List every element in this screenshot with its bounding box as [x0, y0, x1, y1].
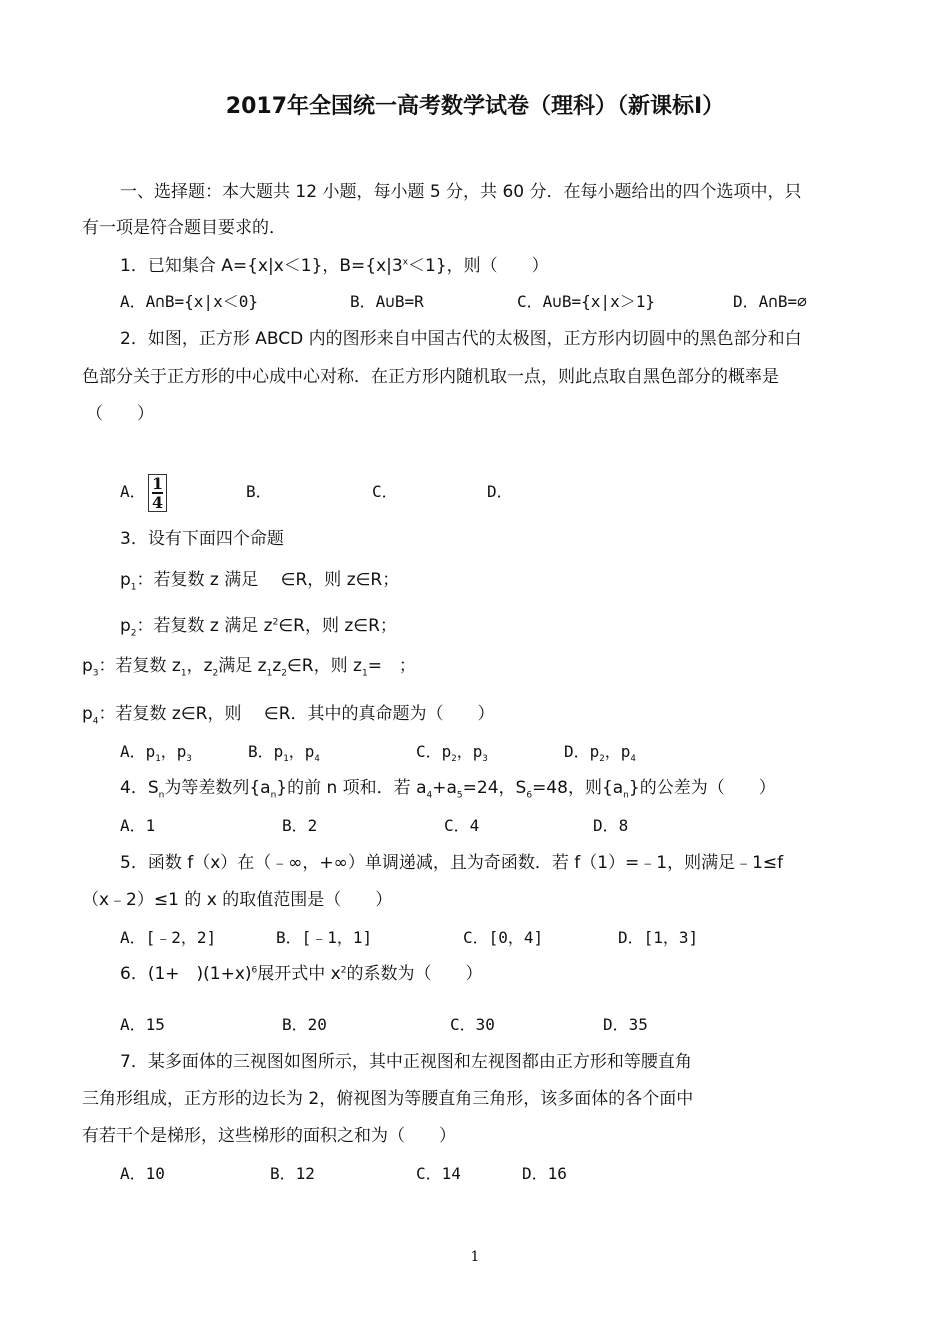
- q7-option-a: A．10: [120, 1164, 165, 1183]
- q1-option-b: B．A∪B=R: [350, 292, 424, 311]
- q3-option-c: C．$p_2$，$p_3$: [416, 742, 488, 765]
- q5-option-d: D．[1，3]: [618, 928, 699, 947]
- q7-option-b: B．12: [270, 1164, 315, 1183]
- question-2-line3: （ ）: [86, 404, 154, 424]
- q2-option-b: B．: [246, 482, 272, 501]
- q2-option-c: C．: [372, 482, 398, 501]
- q3-option-a: A．$p_1$，$p_3$: [120, 742, 192, 765]
- question-4-stem: 4．$S_n$为等差数列$\{a_n\}$的前 n 项和．若 $a_4+a_5=24$，$S_6=48$，则$\{a_n\}$的公差为（ ）: [120, 778, 776, 801]
- question-5-line1: 5．函数 f（x）在（﹣∞，+∞）单调递减，且为奇函数．若 f（1）=﹣1，则满足﹣1≤f: [120, 853, 784, 873]
- q6-option-a: A．15: [120, 1015, 165, 1034]
- q4-option-c: C．4: [444, 816, 480, 835]
- question-7-line1: 7．某多面体的三视图如图所示，其中正视图和左视图都由正方形和等腰直角: [120, 1052, 692, 1072]
- q6-option-c: C．30: [450, 1015, 495, 1034]
- q1-option-c: C．A∪B={x|x＞1}: [517, 292, 655, 311]
- question-2-line2: 色部分关于正方形的中心成中心对称．在正方形内随机取一点，则此点取自黑色部分的概率是: [82, 367, 779, 387]
- q3-option-b: B．$p_1$，$p_4$: [248, 742, 320, 765]
- q1-option-d: D．A∩B=∅: [733, 292, 807, 311]
- q4-option-a: A．1: [120, 816, 156, 835]
- question-3-stem: 3．设有下面四个命题: [120, 529, 284, 549]
- q1-option-a: A．A∩B={x|x＜0}: [120, 292, 258, 311]
- q5-option-b: B．[﹣1，1]: [276, 928, 373, 947]
- section-intro-line1: 一、选择题：本大题共 12 小题，每小题 5 分，共 60 分．在每小题给出的四个选项中，只: [120, 182, 802, 202]
- page-number: 1: [470, 1249, 480, 1265]
- q2-option-a: A．: [120, 482, 146, 501]
- question-2-line1: 2．如图，正方形 ABCD 内的图形来自中国古代的太极图，正方形内切圆中的黑色部分和白: [120, 329, 802, 349]
- question-6-stem: 6．(1+ )$(1+x)^6$展开式中 $x^2$的系数为（ ）: [120, 964, 483, 984]
- page-title: 2017年全国统一高考数学试卷（理科）（新课标Ⅰ）: [225, 94, 725, 119]
- question-7-line3: 有若干个是梯形，这些梯形的面积之和为（ ）: [82, 1126, 456, 1146]
- proposition-p1: $p_1$：若复数 z 满足 ∈R，则 z∈R；: [120, 570, 400, 593]
- q7-option-d: D．16: [522, 1164, 567, 1183]
- proposition-p3: $p_3$：若复数 $z_1$，$z_2$满足 $z_1z_2\in R$，则 $z_1=$ ；: [82, 656, 416, 679]
- q7-option-c: C．14: [416, 1164, 461, 1183]
- q6-option-b: B．20: [282, 1015, 327, 1034]
- q5-option-c: C．[0，4]: [463, 928, 544, 947]
- q2-option-d: D．: [487, 482, 513, 501]
- question-5-line2: （x﹣2）≤1 的 x 的取值范围是（ ）: [82, 890, 393, 910]
- q4-option-d: D．8: [593, 816, 629, 835]
- section-intro-line2: 有一项是符合题目要求的．: [82, 218, 286, 238]
- question-1-stem: 1．已知集合 A={x|x＜1}，$B=\{x|3^x<1\}$，则（ ）: [120, 256, 549, 276]
- question-7-line2: 三角形组成，正方形的边长为 2，俯视图为等腰直角三角形，该多面体的各个面中: [82, 1089, 694, 1109]
- proposition-p4: $p_4$：若复数 z∈R，则 ∈R．其中的真命题为（ ）: [82, 704, 495, 727]
- q5-option-a: A．[﹣2，2]: [120, 928, 217, 947]
- q6-option-d: D．35: [603, 1015, 648, 1034]
- proposition-p2: $p_2$：若复数 z 满足 $z^2\in R$，则 z∈R；: [120, 616, 397, 639]
- fraction-one-quarter: $\frac{1}{4}$: [148, 474, 167, 512]
- q4-option-b: B．2: [282, 816, 318, 835]
- q3-option-d: D．$p_2$，$p_4$: [564, 742, 636, 765]
